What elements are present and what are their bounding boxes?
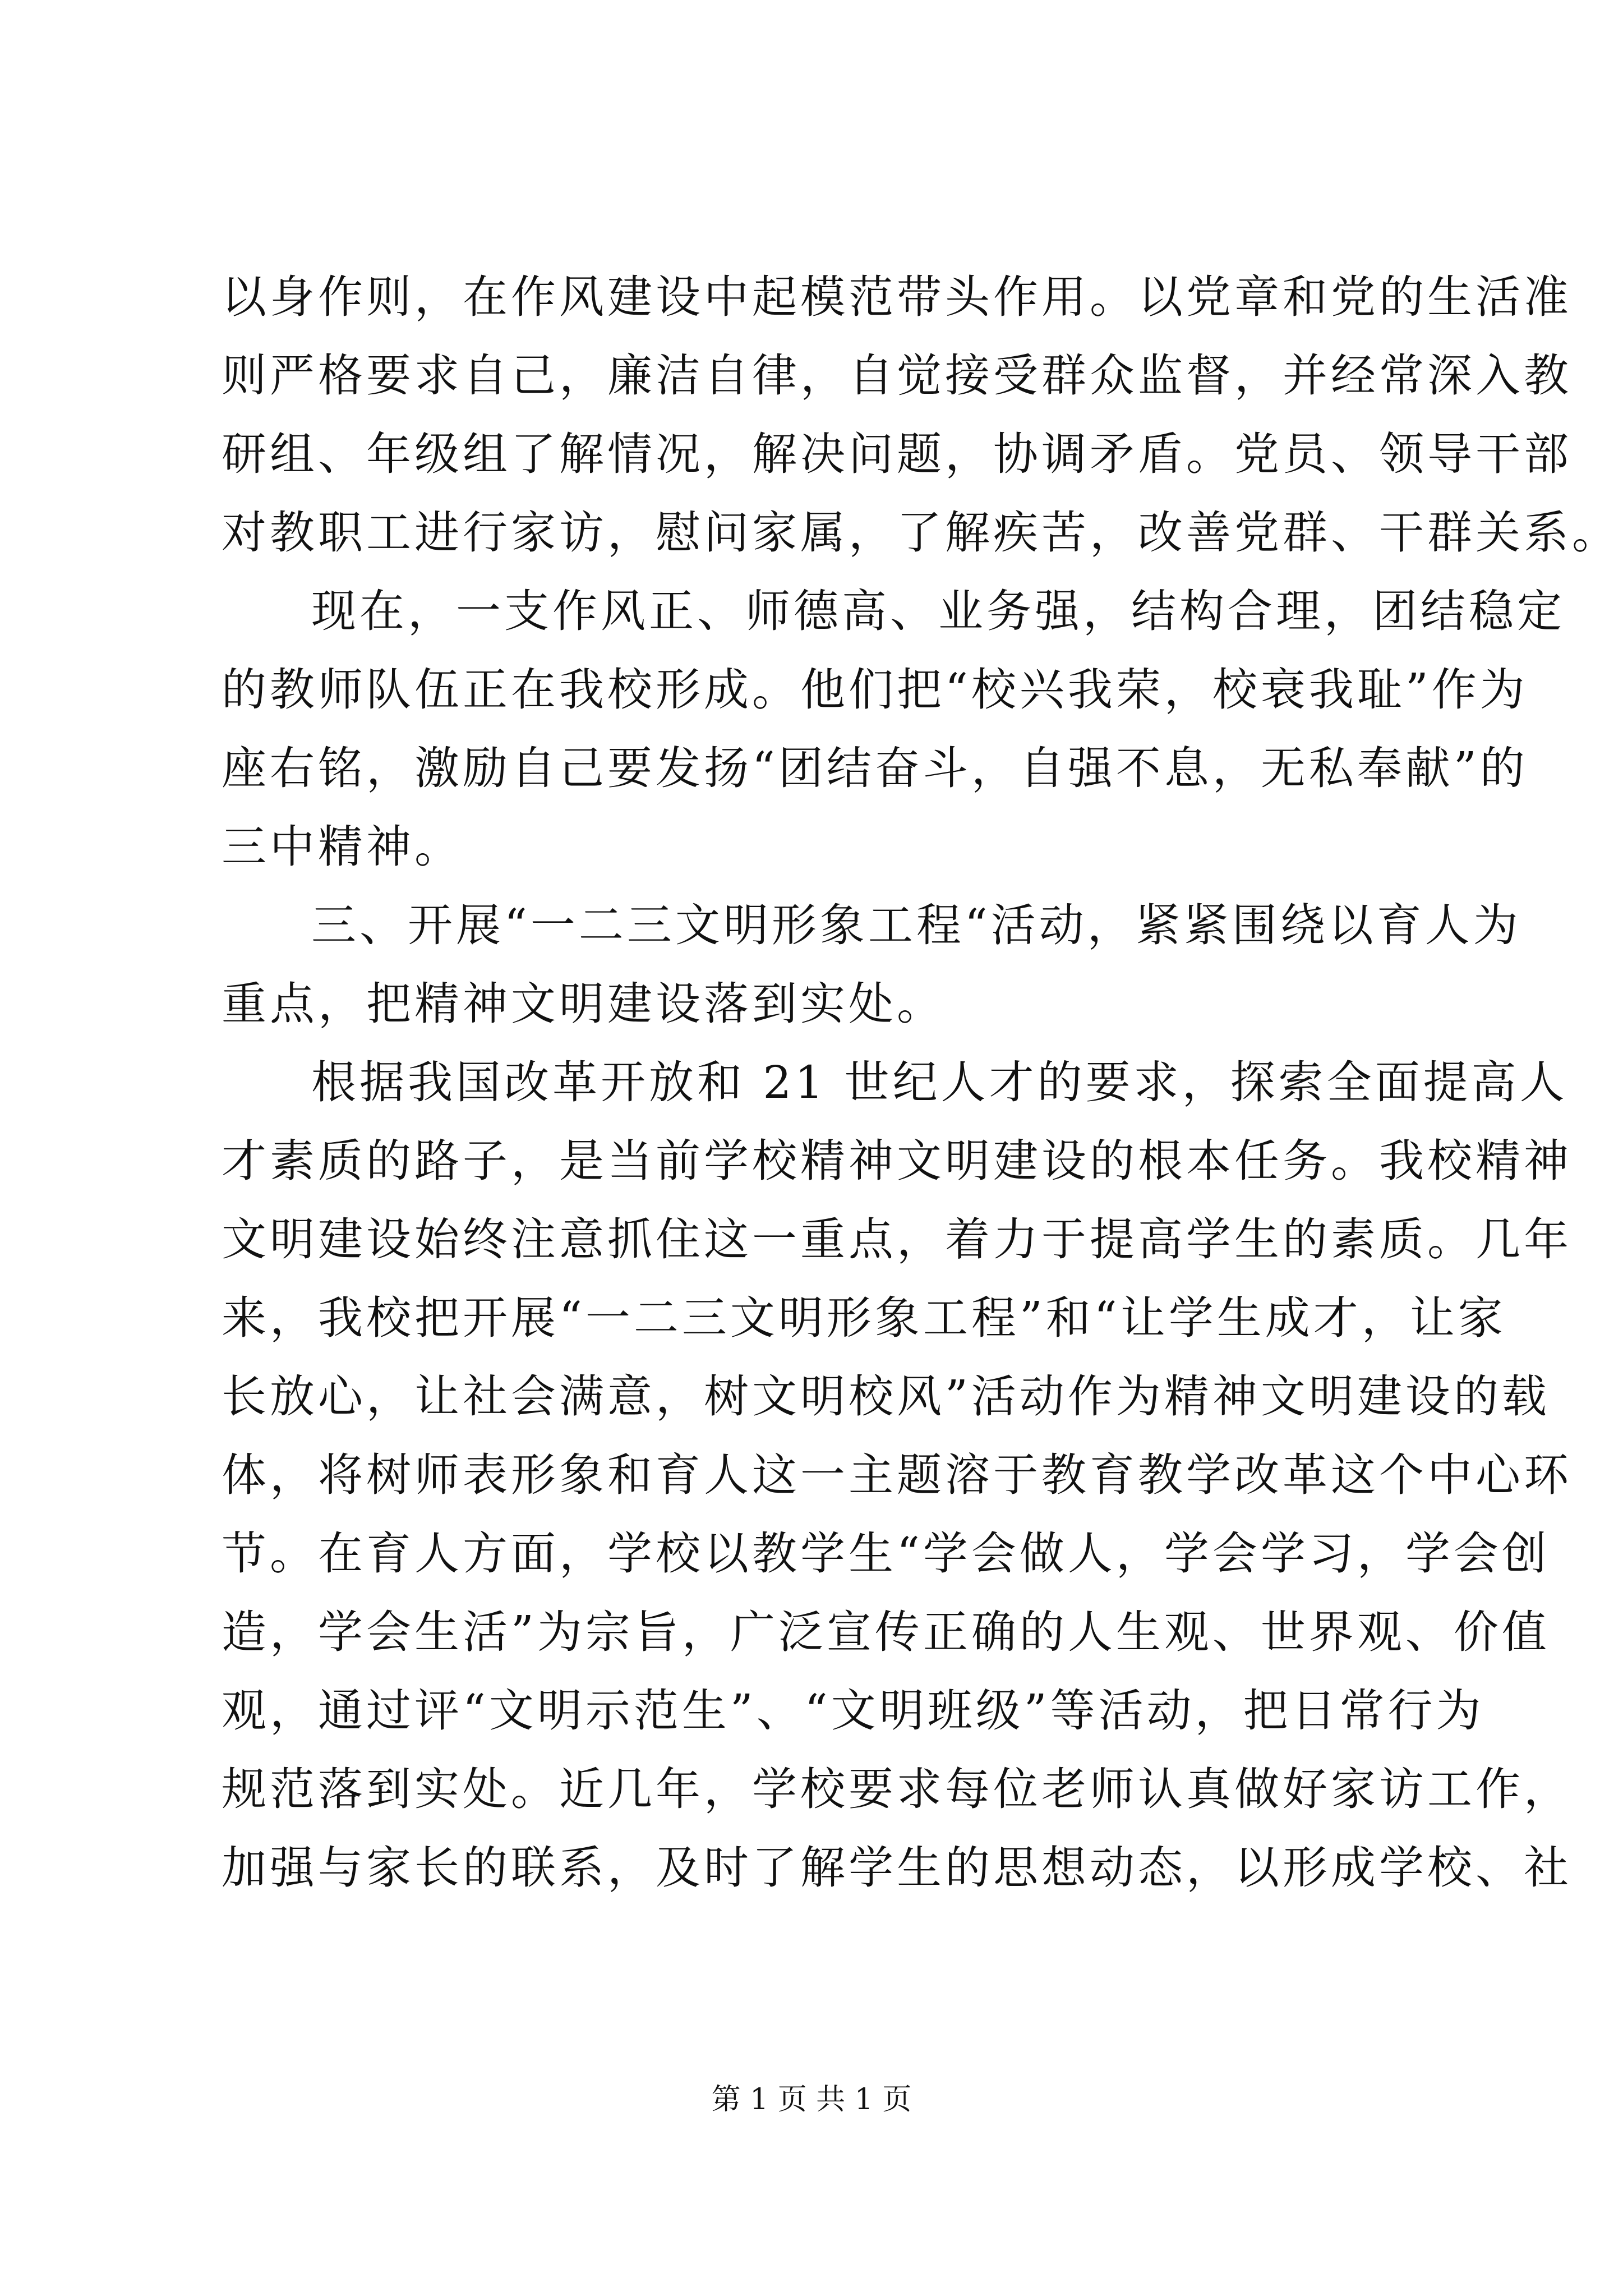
text-line: 规范落到实处。近几年，学校要求每位老师认真做好家访工作，	[222, 1763, 1572, 1815]
text-line: 观，通过评“文明示范生”、“文明班级”等活动，把日常行为	[222, 1685, 1484, 1737]
page-number-footer: 第 1 页 共 1 页	[711, 2083, 912, 2116]
text-line: 重点，把精神文明建设落到实处。	[222, 978, 945, 1030]
text-line: 加强与家长的联系，及时了解学生的思想动态，以形成学校、社	[222, 1842, 1572, 1894]
text-line: 三、开展“一二三文明形象工程“活动，紧紧围绕以育人为	[311, 899, 1521, 951]
text-line: 座右铭，激励自己要发扬“团结奋斗，自强不息，无私奉献”的	[222, 742, 1528, 794]
text-line: 节。在育人方面，学校以教学生“学会做人，学会学习，学会创	[222, 1527, 1550, 1580]
text-line: 三中精神。	[222, 821, 463, 873]
text-line: 长放心，让社会满意，树文明校风”活动作为精神文明建设的载	[222, 1370, 1550, 1423]
text-line: 以身作则，在作风建设中起模范带头作用。以党章和党的生活准	[222, 271, 1572, 323]
text-line: 研组、年级组了解情况，解决问题，协调矛盾。党员、领导干部	[222, 428, 1572, 480]
text-line: 对教职工进行家访，慰问家属，了解疾苦，改善党群、干群关系。	[222, 507, 1620, 559]
text-line: 才素质的路子，是当前学校精神文明建设的根本任务。我校精神	[222, 1135, 1572, 1187]
text-line: 现在，一支作风正、师德高、业务强，结构合理，团结稳定	[311, 585, 1565, 637]
document-body	[222, 258, 1620, 1907]
text-line: 则严格要求自己，廉洁自律，自觉接受群众监督，并经常深入教	[222, 349, 1572, 402]
text-line: 的教师队伍正在我校形成。他们把“校兴我荣，校衰我耻”作为	[222, 664, 1528, 716]
text-line: 体，将树师表形象和育人这一主题溶于教育教学改革这个中心环	[222, 1449, 1572, 1501]
text-line: 造，学会生活”为宗旨，广泛宣传正确的人生观、世界观、价值	[222, 1606, 1550, 1658]
text-line: 根据我国改革开放和 21 世纪人才的要求，探索全面提高人	[311, 1056, 1568, 1108]
text-line: 来，我校把开展“一二三文明形象工程”和“让学生成才，让家	[222, 1292, 1506, 1344]
text-line: 文明建设始终注意抓住这一重点，着力于提高学生的素质。几年	[222, 1213, 1572, 1266]
